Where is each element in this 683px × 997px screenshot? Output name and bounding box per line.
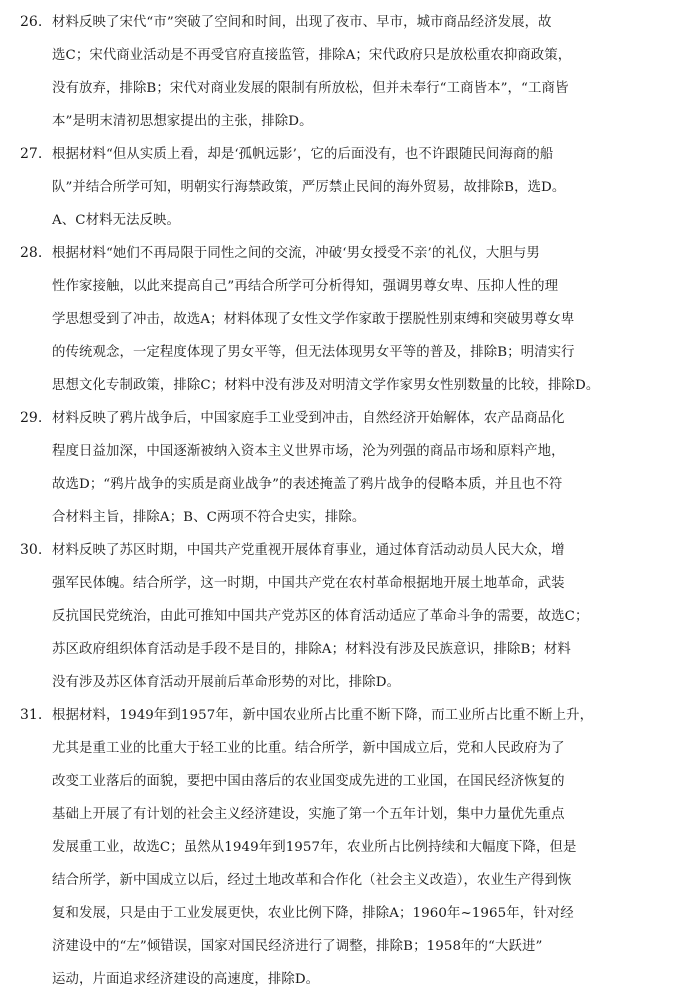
text-line: 没有放弃，排除B；宋代对商业发展的限制有所放松，但并未奉行“工商皆本”，“工商皆 bbox=[52, 81, 569, 96]
text-line: 的传统观念，一定程度体现了男女平等，但无法体现男女平等的普及，排除B；明清实行 bbox=[52, 345, 575, 360]
question-number: 31. bbox=[20, 707, 43, 723]
text-line: 学思想受到了冲击，故选A；材料体现了女性文学作家敢于摆脱性别束缚和突破男尊女卑 bbox=[52, 312, 575, 327]
text-line: 本”是明末清初思想家提出的主张，排除D。 bbox=[52, 114, 313, 129]
answer-item-28 bbox=[20, 237, 673, 402]
text-line: 材料反映了苏区时期，中国共产党重视开展体育事业，通过体育活动动员人民大众，增 bbox=[52, 543, 565, 558]
text-line: 材料反映了宋代“市”突破了空间和时间，出现了夜市、早市，城市商品经济发展，故 bbox=[52, 15, 552, 30]
text-line: 发展重工业，故选C；虽然从1949年到1957年，农业所占比例持续和大幅度下降，但是 bbox=[52, 840, 577, 855]
text-line: 选C；宋代商业活动是不再受官府直接监管，排除A；宋代政府只是放松重农抑商政策， bbox=[52, 48, 572, 63]
answer-item-30 bbox=[20, 534, 673, 699]
text-line: 材料反映了鸦片战争后，中国家庭手工业受到冲击，自然经济开始解体，农产品商品化 bbox=[52, 411, 565, 426]
question-number: 27. bbox=[20, 146, 43, 162]
text-line: 思想文化专制政策，排除C；材料中没有涉及对明清文学作家男女性别数量的比较，排除D。 bbox=[52, 378, 600, 393]
answer-item-29 bbox=[20, 402, 673, 534]
text-line: 性作家接触，以此来提高自己”再结合所学可分析得知，强调男尊女卑、压抑人性的理 bbox=[52, 279, 559, 294]
text-line: 基础上开展了有计划的社会主义经济建设，实施了第一个五年计划，集中力量优先重点 bbox=[52, 807, 565, 822]
text-line: A、C材料无法反映。 bbox=[52, 213, 181, 228]
text-line: 故选D；“鸦片战争的实质是商业战争”的表述掩盖了鸦片战争的侵略本质，并且也不符 bbox=[52, 477, 563, 492]
answer-item-27 bbox=[20, 138, 673, 237]
text-line: 程度日益加深，中国逐渐被纳入资本主义世界市场，沦为列强的商品市场和原料产地， bbox=[52, 444, 565, 459]
question-number: 28. bbox=[20, 245, 43, 261]
answer-item-26 bbox=[20, 6, 673, 138]
question-number: 30. bbox=[20, 542, 43, 558]
text-line: 尤其是重工业的比重大于轻工业的比重。结合所学，新中国成立后，党和人民政府为了 bbox=[52, 741, 565, 756]
text-line: 苏区政府组织体育活动是手段不是目的，排除A；材料没有涉及民族意识，排除B；材料 bbox=[52, 642, 571, 657]
text-line: 济建设中的“左”倾错误，国家对国民经济进行了调整，排除B；1958年的“大跃进” bbox=[52, 939, 543, 954]
answer-item-31 bbox=[20, 699, 673, 996]
text-line: 队”并结合所学可知，明朝实行海禁政策，严厉禁止民间的海外贸易，故排除B，选D。 bbox=[52, 180, 566, 195]
text-line: 根据材料“但从实质上看，却是‘孤帆远影’，它的后面没有，也不许跟随民间海商的船 bbox=[52, 147, 554, 162]
text-line: 根据材料，1949年到1957年，新中国农业所占比重不断下降，而工业所占比重不断上升， bbox=[52, 708, 594, 723]
text-line: 改变工业落后的面貌，要把中国由落后的农业国变成先进的工业国，在国民经济恢复的 bbox=[52, 774, 565, 789]
text-line: 合材料主旨，排除A；B、C两项不符合史实，排除。 bbox=[52, 510, 366, 525]
text-line: 强军民体魄。结合所学，这一时期，中国共产党在农村革命根据地开展土地革命，武装 bbox=[52, 576, 565, 591]
text-line: 反抗国民党统治，由此可推知中国共产党苏区的体育活动适应了革命斗争的需要，故选C； bbox=[52, 609, 589, 624]
text-line: 根据材料“她们不再局限于同性之间的交流，冲破‘男女授受不亲’的礼仪，大胆与男 bbox=[52, 246, 540, 261]
text-line: 没有涉及苏区体育活动开展前后革命形势的对比，排除D。 bbox=[52, 675, 401, 690]
text-line: 复和发展，只是由于工业发展更快，农业比例下降，排除A；1960年~1965年，针对经 bbox=[52, 906, 574, 921]
text-line: 结合所学，新中国成立以后，经过土地改革和合作化（社会主义改造），农业生产得到恢 bbox=[52, 873, 572, 888]
text-line: 运动，片面追求经济建设的高速度，排除D。 bbox=[52, 972, 320, 987]
question-number: 26. bbox=[20, 14, 43, 30]
question-number: 29. bbox=[20, 410, 43, 426]
